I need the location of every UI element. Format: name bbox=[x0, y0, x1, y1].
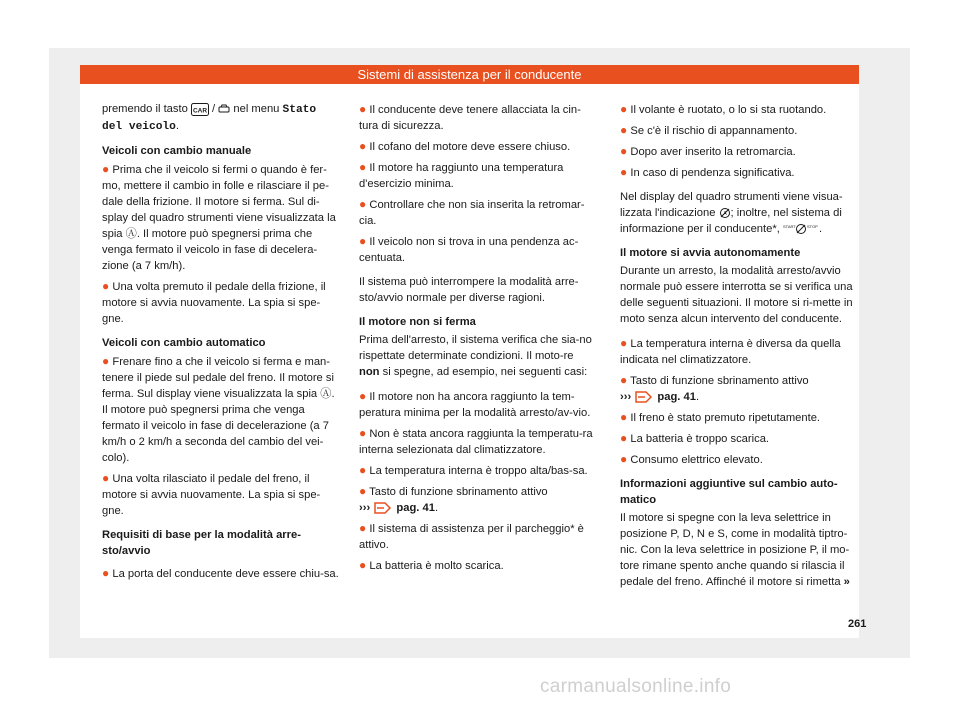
list-item: ● La temperatura interna è diversa da quella indicata nel climatizzatore. bbox=[620, 336, 841, 366]
bullet-icon: ● bbox=[620, 123, 628, 137]
list-item: ● Tasto di funzione sbrinamento attivo ››› pag. 41. bbox=[620, 373, 809, 403]
list-item: ● In caso di pendenza significativa. bbox=[620, 165, 795, 179]
list-item: ● Consumo elettrico elevato. bbox=[620, 452, 763, 466]
bullet-icon: ● bbox=[102, 471, 110, 485]
start-stop-badge-icon bbox=[783, 223, 819, 235]
list-item: ● Se c'è il rischio di appannamento. bbox=[620, 123, 798, 137]
list-item: ● Il sistema di assistenza per il parcheggio* è attivo. bbox=[359, 521, 584, 551]
list-item: ● Frenare fino a che il veicolo si ferma e man-tenere il piede sul pedale del freno. Il motore si ferma. Sul display viene visualizzata la spia Ⓐ. Il motore può spegnersi prima che venga fermato il veicolo in fase di decelerazione (a 7 km/h o 2 km/h a seconda del cambio del vei-colo). bbox=[102, 354, 335, 464]
bullet-icon: ● bbox=[359, 102, 367, 116]
list-item: ● Non è stata ancora raggiunta la temperatu-ra interna selezionata dal climatizzatore. bbox=[359, 426, 593, 456]
column-1 bbox=[102, 101, 339, 586]
list-item: ● Il cofano del motore deve essere chiuso. bbox=[359, 139, 571, 153]
bullet-icon: ● bbox=[102, 566, 110, 580]
paragraph: Prima dell'arresto, il sistema verifica che sia-no rispettate determinate condizioni. Il moto-re non si spegne, ad esempio, nei seguenti casi: bbox=[359, 334, 592, 378]
bullet-icon: ● bbox=[620, 165, 628, 179]
page-header: Sistemi di assistenza per il conducente bbox=[80, 65, 859, 84]
list-item: ● Il veicolo non si trova in una pendenza ac-centuata. bbox=[359, 234, 579, 264]
bullet-icon: ● bbox=[620, 373, 628, 387]
list-item: ● Controllare che non sia inserita la retromar-cia. bbox=[359, 197, 585, 227]
list-item: ● Una volta premuto il pedale della frizione, il motore si avvia nuovamente. La spia si spe-gne. bbox=[102, 279, 326, 325]
bullet-icon: ● bbox=[359, 389, 367, 403]
page-number: 261 bbox=[848, 618, 867, 630]
list-item: ● Il freno è stato premuto ripetutamente. bbox=[620, 410, 821, 424]
list-item: ● Il volante è ruotato, o lo si sta ruotando. bbox=[620, 102, 827, 116]
svg-text:A: A bbox=[722, 211, 727, 218]
bullet-icon: ● bbox=[359, 139, 367, 153]
bullet-icon: ● bbox=[102, 162, 110, 176]
bullet-icon: ● bbox=[359, 426, 367, 440]
bullet-icon: ● bbox=[359, 521, 367, 535]
paragraph: Il motore si spegne con la leva selettrice in posizione P, D, N e S, come in modalità tiptro-nic. Con la leva selettrice in posizione P, il mo-tore rimane spento anche quando si rilascia il pedale del freno. Affinché il motore si rimetta » bbox=[620, 512, 850, 588]
page-link[interactable]: pag. 41 bbox=[657, 391, 696, 403]
heading-automatic: Veicoli con cambio automatico bbox=[102, 337, 266, 349]
car-button-icon bbox=[191, 103, 209, 116]
bullet-icon: ● bbox=[620, 102, 628, 116]
bullet-icon: ● bbox=[359, 197, 367, 211]
svg-text:STOP: STOP bbox=[806, 224, 818, 230]
heading-engine-auto-start: Il motore si avvia autonomamente bbox=[620, 247, 801, 259]
list-item: ● Dopo aver inserito la retromarcia. bbox=[620, 144, 796, 158]
bullet-icon: ● bbox=[620, 452, 628, 466]
paragraph: Durante un arresto, la modalità arresto/avvio normale può essere interrotta se si verifica una delle seguenti situazioni. Il motore si ri-mette in moto senza alcun intervento del conducente. bbox=[620, 265, 853, 325]
list-item: ● Il conducente deve tenere allacciata la cin-tura di sicurezza. bbox=[359, 102, 581, 132]
list-item: ● Prima che il veicolo si fermi o quando è fer-mo, mettere il cambio in folle e rilasciare il pe-dale della frizione. Il motore si ferma. Sul di-splay del quadro strumenti viene visualizzata la spia Ⓐ. Il motore può spegnersi prima che venga fermato il veicolo in fase di decelera-zione (a 7 km/h). bbox=[102, 162, 336, 272]
svg-text:CAR: CAR bbox=[192, 107, 207, 115]
bullet-icon: ● bbox=[359, 234, 367, 248]
list-item: ● Una volta rilasciato il pedale del freno, il motore si avvia nuovamente. La spia si spe-gne. bbox=[102, 471, 321, 517]
bullet-icon: ● bbox=[620, 336, 628, 350]
heading-additional-info: Informazioni aggiuntive sul cambio auto-matico bbox=[620, 478, 838, 506]
list-item: ● Il motore non ha ancora raggiunto la tem-peratura minima per la modalità arresto/av-vio. bbox=[359, 389, 591, 419]
watermark: carmanualsonline.info bbox=[540, 676, 732, 697]
list-item: ● La temperatura interna è troppo alta/bas-sa. bbox=[359, 463, 588, 477]
column-3 bbox=[620, 101, 857, 598]
paragraph: Il sistema può interrompere la modalità arre-sto/avvio normale per diverse ragioni. bbox=[359, 276, 579, 304]
bullet-icon: ● bbox=[359, 558, 367, 572]
heading-requirements: Requisiti di base per la modalità arre-sto/avvio bbox=[102, 529, 301, 557]
bullet-icon: ● bbox=[620, 144, 628, 158]
list-item: ● Tasto di funzione sbrinamento attivo ››› pag. 41. bbox=[359, 484, 548, 514]
page-reference-icon bbox=[373, 501, 393, 515]
vehicle-menu-icon bbox=[218, 104, 230, 114]
heading-engine-not-stop: Il motore non si ferma bbox=[359, 316, 476, 328]
column-2 bbox=[359, 101, 596, 578]
list-item: ● La porta del conducente deve essere chiu-sa. bbox=[102, 566, 339, 580]
bullet-icon: ● bbox=[620, 410, 628, 424]
manual-page bbox=[80, 65, 859, 638]
bullet-icon: ● bbox=[102, 354, 110, 368]
bullet-icon: ● bbox=[620, 431, 628, 445]
list-item: ● Il motore ha raggiunto una temperatura d'esercizio minima. bbox=[359, 160, 564, 190]
bullet-icon: ● bbox=[359, 160, 367, 174]
heading-manual: Veicoli con cambio manuale bbox=[102, 145, 252, 157]
bullet-icon: ● bbox=[102, 279, 110, 293]
svg-text:START: START bbox=[782, 224, 796, 230]
start-stop-icon bbox=[719, 207, 731, 219]
bullet-icon: ● bbox=[359, 463, 367, 477]
page-link[interactable]: pag. 41 bbox=[396, 502, 435, 514]
page-reference-icon bbox=[634, 390, 654, 404]
paragraph: Nel display del quadro strumenti viene visua-lizzata l'indicazione A ; inoltre, nel sistema di informazione per il conducente*, START STOP . bbox=[620, 191, 843, 235]
bullet-icon: ● bbox=[359, 484, 367, 498]
list-item: ● La batteria è troppo scarica. bbox=[620, 431, 770, 445]
intro-paragraph: premendo il tasto CAR / nel menu Stato del veicolo. bbox=[102, 103, 317, 133]
list-item: ● La batteria è molto scarica. bbox=[359, 558, 504, 572]
continue-mark: » bbox=[843, 576, 850, 588]
